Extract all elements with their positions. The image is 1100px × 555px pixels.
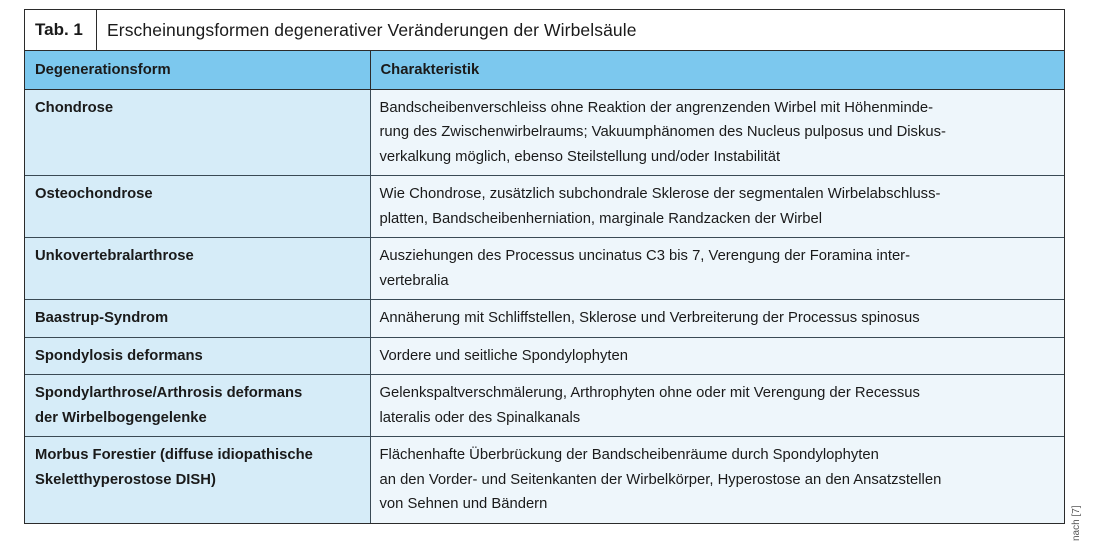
row-form: Baastrup-Syndrom xyxy=(25,300,370,338)
table-row xyxy=(25,89,1064,176)
row-characteristic: Annäherung mit Schliffstellen, Sklerose und Verbreiterung der Processus spinosus xyxy=(370,300,1064,338)
row-characteristic: Wie Chondrose, zusätzlich subchondrale Sklerose der segmentalen Wirbelabschluss- platten, Bandscheibenherniation, marginale Randzacken der Wirbel xyxy=(370,176,1064,238)
row-characteristic: Vordere und seitliche Spondylophyten xyxy=(370,337,1064,375)
table-row xyxy=(25,375,1064,437)
source-note-text: nach [7] xyxy=(1071,505,1082,541)
row-characteristic: Ausziehungen des Processus uncinatus C3 bis 7, Verengung der Foramina inter- vertebralia xyxy=(370,238,1064,300)
row-form: Spondylarthrose/Arthrosis deformans der Wirbelbogengelenke xyxy=(25,375,370,437)
table-title-bar xyxy=(25,10,1064,51)
row-form: Chondrose xyxy=(25,89,370,176)
data-table xyxy=(25,51,1064,523)
table-number: Tab. 1 xyxy=(25,10,97,50)
table-row xyxy=(25,238,1064,300)
row-characteristic: Bandscheibenverschleiss ohne Reaktion der angrenzenden Wirbel mit Höhenminde- rung des Zwischenwirbelraums; Vakuumphänomen des Nucleus pulposus und Diskus- verkalkung möglich, ebenso Steilstellung und/oder Instabilität xyxy=(370,89,1064,176)
table-row xyxy=(25,300,1064,338)
table-row xyxy=(25,337,1064,375)
table-row xyxy=(25,437,1064,523)
row-form: Morbus Forestier (diffuse idiopathische Skeletthyperostose DISH) xyxy=(25,437,370,523)
row-form: Osteochondrose xyxy=(25,176,370,238)
row-characteristic: Flächenhafte Überbrückung der Bandscheibenräume durch Spondylophyten an den Vorder- und Seitenkanten der Wirbelkörper, Hyperostose an den Ansatzstellen von Sehnen und Bändern xyxy=(370,437,1064,523)
row-characteristic: Gelenkspaltverschmälerung, Arthrophyten ohne oder mit Verengung der Recessus lateralis oder des Spinalkanals xyxy=(370,375,1064,437)
table-row xyxy=(25,176,1064,238)
header-row xyxy=(25,51,1064,89)
row-form: Unkovertebralarthrose xyxy=(25,238,370,300)
degeneration-table xyxy=(24,9,1065,524)
column-header-characteristic: Charakteristik xyxy=(370,51,1064,89)
row-form: Spondylosis deformans xyxy=(25,337,370,375)
source-note xyxy=(1071,481,1085,541)
table-title: Erscheinungsformen degenerativer Veränderungen der Wirbelsäule xyxy=(107,19,637,40)
column-header-form: Degenerationsform xyxy=(25,51,370,89)
